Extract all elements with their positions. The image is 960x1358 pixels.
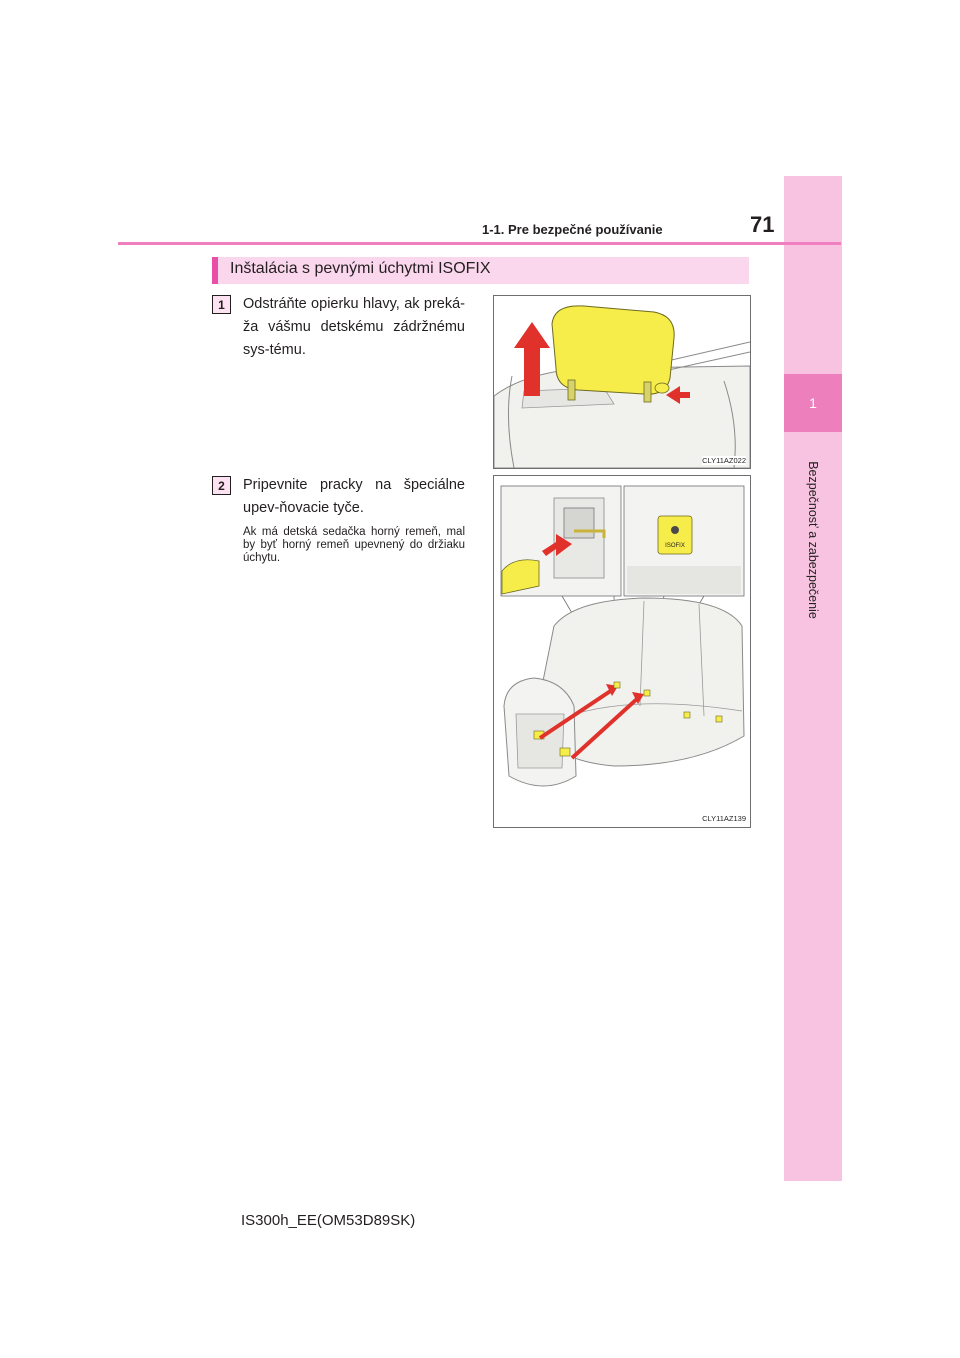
step-text: Pripevnite pracky na špeciálne upev-ňovacie tyče. [243,477,465,516]
step-number: 1 [218,297,225,312]
isofix-attachment-illustration [493,475,751,828]
step-note: Ak má detská sedačka horný remeň, mal by byť horný remeň upevnený do držiaku úchytu. [243,526,465,564]
svg-text:ISOFIX: ISOFIX [665,543,685,549]
step-number: 2 [218,478,225,493]
page-number: 71 [750,212,775,237]
figure-code: CLY11AZ022 [702,456,746,465]
section-title: Inštalácia s pevnými úchytmi ISOFIX [230,260,491,277]
chapter-number-tab[interactable] [784,374,842,432]
chapter-side-tab [784,176,842,1181]
headrest-diagram [494,296,750,468]
figure-code: CLY11AZ139 [702,814,746,823]
chapter-number: 1 [809,395,817,411]
step-number-badge [212,295,231,314]
header-rule [118,242,841,245]
section-heading [212,257,749,284]
chapter-title: Bezpečnosť a zabezpečenie [806,461,820,619]
headrest-removal-illustration [493,295,751,469]
step-text: Odstráňte opierku hlavy, ak preká-ža vášmu detskému zádržnému sys-tému. [243,296,465,358]
running-header: 1-1. Pre bezpečné používanie [482,222,663,237]
isofix-diagram [494,476,750,827]
model-footer: IS300h_EE(OM53D89SK) [241,1212,416,1229]
step-number-badge [212,476,231,495]
